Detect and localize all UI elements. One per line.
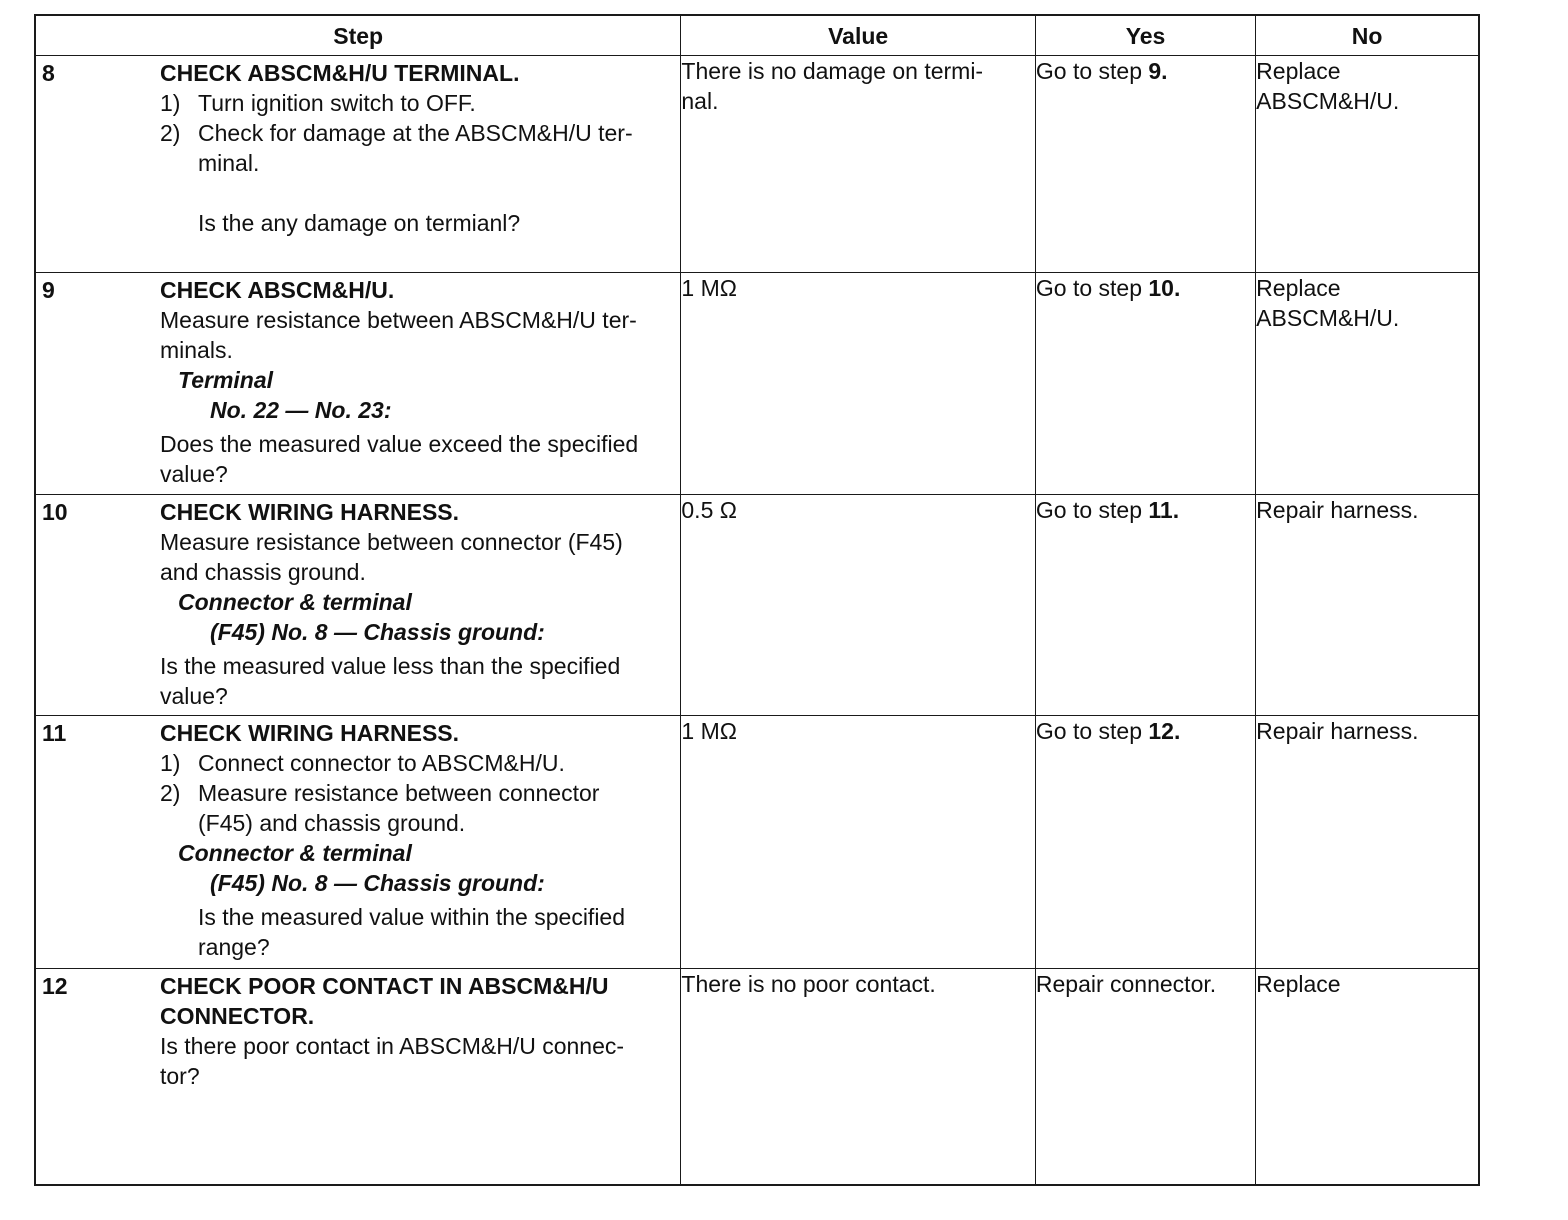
spec-value: (F45) No. 8 — Chassis ground: [210, 619, 545, 645]
spec-label: Connector & terminal [178, 840, 412, 866]
no-text: Repair harness. [1256, 497, 1419, 523]
value-text: There is no damage on termi- [681, 58, 984, 84]
no-text: ABSCM&H/U. [1256, 88, 1400, 114]
header-value: Value [681, 15, 1035, 56]
step-question: Is the measured value less than the specified [160, 653, 621, 679]
yes-cell [1035, 273, 1255, 495]
step-cell [35, 716, 681, 969]
yes-step-link: 9. [1148, 58, 1168, 84]
header-step: Step [35, 15, 681, 56]
header-row [35, 15, 1479, 56]
value-text: 0.5 Ω [681, 497, 737, 523]
list-text: minal. [198, 150, 260, 176]
list-text: Turn ignition switch to OFF. [198, 90, 476, 116]
value-cell [681, 56, 1035, 273]
table-row [35, 716, 1479, 969]
step-title: CONNECTOR. [160, 1003, 315, 1029]
value-text: 1 MΩ [681, 718, 737, 744]
yes-cell [1035, 716, 1255, 969]
no-text: Replace [1256, 58, 1341, 84]
step-cell [35, 56, 681, 273]
step-title: CHECK WIRING HARNESS. [160, 499, 460, 525]
step-body-text: Measure resistance between ABSCM&H/U ter- [160, 307, 637, 333]
table-row [35, 273, 1479, 495]
step-number: 10 [42, 499, 68, 525]
list-text: (F45) and chassis ground. [198, 810, 466, 836]
header-no: No [1256, 15, 1479, 56]
no-cell [1256, 273, 1479, 495]
yes-step-link: 10. [1148, 275, 1181, 301]
step-cell [35, 273, 681, 495]
step-question: Is the any damage on termianl? [198, 210, 521, 236]
no-text: Replace [1256, 275, 1341, 301]
step-question: value? [160, 461, 228, 487]
list-text: Connect connector to ABSCM&H/U. [198, 750, 565, 776]
step-question: Is the measured value within the specified [198, 904, 626, 930]
list-item [160, 118, 676, 178]
step-question: value? [160, 683, 228, 709]
no-cell [1256, 56, 1479, 273]
yes-cell [1035, 969, 1255, 1186]
step-body-text: and chassis ground. [160, 559, 366, 585]
yes-step-link: 12. [1148, 718, 1181, 744]
value-cell [681, 716, 1035, 969]
yes-prefix: Go to step [1035, 275, 1149, 301]
step-cell [35, 495, 681, 716]
spec-value: (F45) No. 8 — Chassis ground: [210, 870, 545, 896]
no-text: Repair harness. [1256, 718, 1419, 744]
step-question: Is there poor contact in ABSCM&H/U connec- [160, 1033, 625, 1059]
spec-label: Terminal [178, 367, 274, 393]
spec-label: Connector & terminal [178, 589, 412, 615]
yes-prefix: Go to step [1035, 58, 1149, 84]
yes-prefix: Go to step [1035, 718, 1149, 744]
step-title: CHECK ABSCM&H/U. [160, 277, 395, 303]
step-body-text: Measure resistance between connector (F45) [160, 529, 623, 555]
step-title: CHECK POOR CONTACT IN ABSCM&H/U [160, 973, 609, 999]
yes-prefix: Go to step [1035, 497, 1149, 523]
no-cell [1256, 969, 1479, 1186]
list-text: Check for damage at the ABSCM&H/U ter- [198, 120, 633, 146]
step-number: 12 [42, 973, 68, 999]
value-text: nal. [681, 88, 719, 114]
list-item [160, 778, 676, 838]
value-cell [681, 273, 1035, 495]
no-cell [1256, 495, 1479, 716]
list-text: Measure resistance between connector [198, 780, 600, 806]
step-title: CHECK WIRING HARNESS. [160, 720, 460, 746]
step-number: 9 [42, 277, 55, 303]
step-cell [35, 969, 681, 1186]
value-text: There is no poor contact. [681, 971, 936, 997]
step-number: 8 [42, 60, 55, 86]
list-index: 2) [160, 120, 181, 146]
no-text: Replace [1256, 971, 1341, 997]
no-text: ABSCM&H/U. [1256, 305, 1400, 331]
spec-value: No. 22 — No. 23: [210, 397, 392, 423]
table-row [35, 495, 1479, 716]
value-cell [681, 495, 1035, 716]
step-title: CHECK ABSCM&H/U TERMINAL. [160, 60, 520, 86]
value-cell [681, 969, 1035, 1186]
diagnostic-table [34, 14, 1480, 1186]
header-yes: Yes [1035, 15, 1255, 56]
list-item [160, 88, 676, 118]
table-row [35, 56, 1479, 273]
yes-text: Repair connector. [1035, 971, 1217, 997]
table-row [35, 969, 1479, 1186]
list-index: 1) [160, 750, 181, 776]
step-number: 11 [42, 720, 67, 746]
yes-cell [1035, 56, 1255, 273]
value-text: 1 MΩ [681, 275, 737, 301]
list-index: 1) [160, 90, 181, 116]
list-index: 2) [160, 780, 181, 806]
step-question: range? [198, 934, 270, 960]
step-body-text: minals. [160, 337, 233, 363]
step-question: tor? [160, 1063, 200, 1089]
yes-cell [1035, 495, 1255, 716]
step-question: Does the measured value exceed the specified [160, 431, 639, 457]
list-item [160, 748, 676, 778]
no-cell [1256, 716, 1479, 969]
yes-step-link: 11. [1148, 497, 1180, 523]
